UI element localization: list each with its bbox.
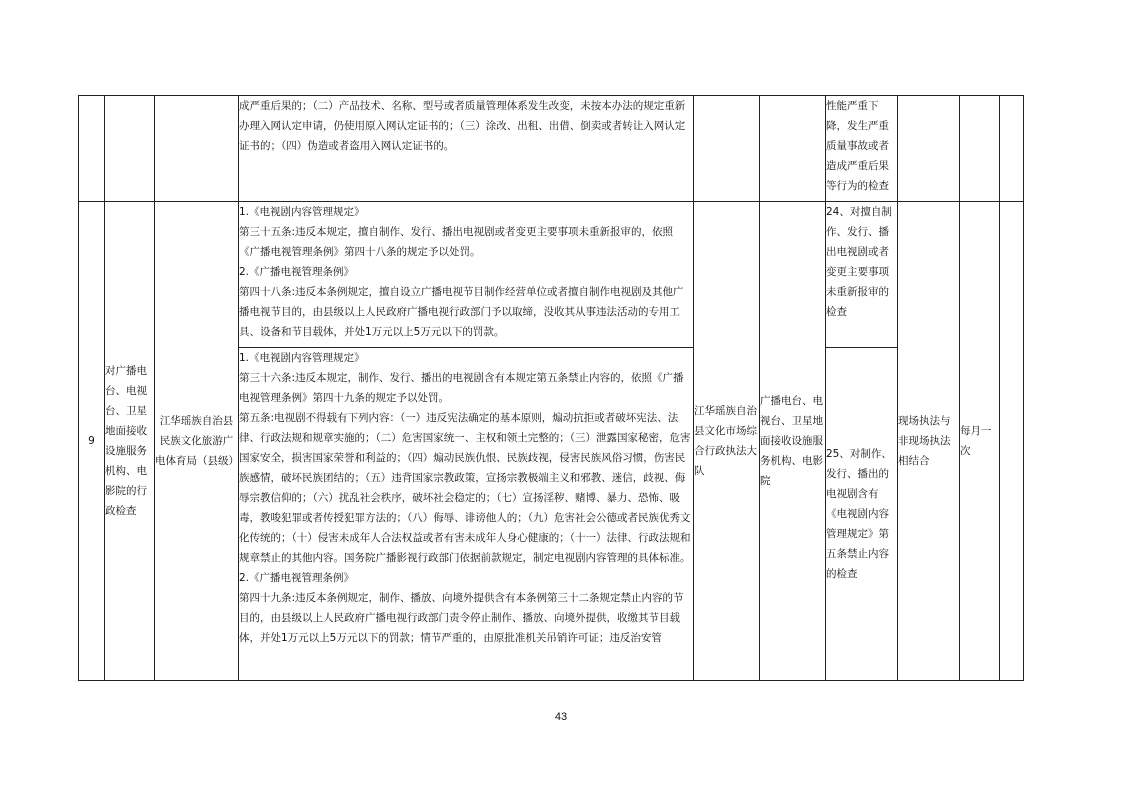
item-name-cell: [105, 202, 155, 681]
item-name-cell: [105, 96, 155, 202]
check-item-text: 性能严重下降，发生严重质量事故或者造成严重后果等行为的检查: [826, 100, 889, 192]
table-row: [79, 202, 1024, 348]
seq-cell: [79, 202, 105, 681]
authority-cell: [155, 202, 239, 681]
executor-cell: [694, 202, 760, 681]
basis-line: 2.《广播电视管理条例》: [239, 266, 355, 278]
note-cell: [1000, 202, 1024, 681]
page-number: 43: [554, 711, 568, 723]
target-cell: [760, 96, 826, 202]
frequency-cell: [960, 96, 1000, 202]
basis-line: 2.《广播电视管理条例》: [239, 572, 355, 584]
check-item-cell-1: [826, 202, 898, 348]
method-text: 现场执法与非现场执法相结合: [898, 415, 951, 467]
basis-line: 第四十八条:违反本条例规定，擅自设立广播电视节目制作经营单位或者擅自制作电视剧及其他广播电视节目的，由县级以上人民政府广播电视行政部门予以取缔，没收其从事违法活动的专用工具、设备和节目载体，并处1万元以上5万元以下的罚款。: [239, 286, 684, 338]
basis-line: 第五条:电视剧不得载有下列内容：（一）违反宪法确定的基本原则，煽动抗拒或者破坏宪法、法律、行政法规和规章实施的；（二）危害国家统一、主权和领土完整的；（三）泄露国家秘密，危害国家安全，损害国家荣誉和利益的；（四）煽动民族仇恨、民族歧视，侵害民族风俗习惯，伤害民族感情，破坏民族团结的；（五）违背国家宗教政策，宣扬宗教极端主义和邪教、迷信，歧视、侮辱宗教信仰的；（六）扰乱社会秩序，破坏社会稳定的；（七）宣扬淫秽、赌博、暴力、恐怖、吸毒，教唆犯罪或者传授犯罪方法的；（八）侮辱、诽谤他人的；（九）危害社会公德或者民族优秀文化传统的；（十）侵害未成年人合法权益或者有害未成年人身心健康的；（十一）法律、行政法规和规章禁止的其他内容。国务院广播影视行政部门依据前款规定，制定电视剧内容管理的具体标准。: [239, 412, 691, 564]
authority-name: 江华瑶族自治县民族文化旅游广电体育局（县级）: [155, 415, 239, 467]
basis-line: 第三十六条:违反本规定，制作、发行、播出的电视剧含有本规定第五条禁止内容的，依照《广播电视管理条例》第四十九条的规定予以处罚。: [239, 372, 684, 404]
check-item-text: 24、对擅自制作、发行、播出电视剧或者变更主要事项未重新报审的检查: [826, 206, 892, 318]
item-name: 对广播电台、电视台、卫星地面接收设施服务机构、电影院的行政检查: [105, 365, 147, 517]
target-cell: [760, 202, 826, 681]
basis-line: 1.《电视剧内容管理规定》: [239, 206, 365, 218]
check-item-text: 25、对制作、发行、播出的电视剧含有《电视剧内容管理规定》第五条禁止内容的检查: [826, 448, 892, 580]
method-cell: [898, 96, 960, 202]
method-cell: [898, 202, 960, 681]
check-item-cell-2: [826, 348, 898, 681]
frequency-cell: [960, 202, 1000, 681]
basis-cell-2: [239, 348, 694, 681]
target-text: 广播电台、电视台、卫星地面接收设施服务机构、电影院: [760, 395, 823, 487]
basis-cell-1: [239, 202, 694, 348]
basis-line: 1.《电视剧内容管理规定》: [239, 352, 365, 364]
check-item-cell: [826, 96, 898, 202]
executor-name: 江华瑶族自治县文化市场综合行政执法大队: [694, 405, 757, 477]
inspection-table: [78, 95, 1024, 681]
seq-number: 9: [88, 435, 95, 447]
basis-line: 第三十五条:违反本规定，擅自制作、发行、播出电视剧或者变更主要事项未重新报审的，依照《广播电视管理条例》第四十八条的规定予以处罚。: [239, 226, 674, 258]
note-cell: [1000, 96, 1024, 202]
basis-text: 成严重后果的；（二）产品技术、名称、型号或者质量管理体系发生改变，未按本办法的规定重新办理入网认定申请，仍使用原入网认定证书的；（三）涂改、出租、出借、倒卖或者转让入网认定证书的；（四）伪造或者盗用入网认定证书的。: [239, 100, 686, 152]
executor-cell: [694, 96, 760, 202]
basis-cell: [239, 96, 694, 202]
seq-cell: [79, 96, 105, 202]
frequency-text: 每月一次: [960, 425, 992, 457]
authority-cell: [155, 96, 239, 202]
basis-line: 第四十九条:违反本条例规定，制作、播放、向境外提供含有本条例第三十二条规定禁止内容的节目的，由县级以上人民政府广播电视行政部门责令停止制作、播放、向境外提供，收缴其节目载体，并处1万元以上5万元以下的罚款；情节严重的，由原批准机关吊销许可证；违反治安管: [239, 592, 684, 644]
table-row-continued: [79, 96, 1024, 202]
